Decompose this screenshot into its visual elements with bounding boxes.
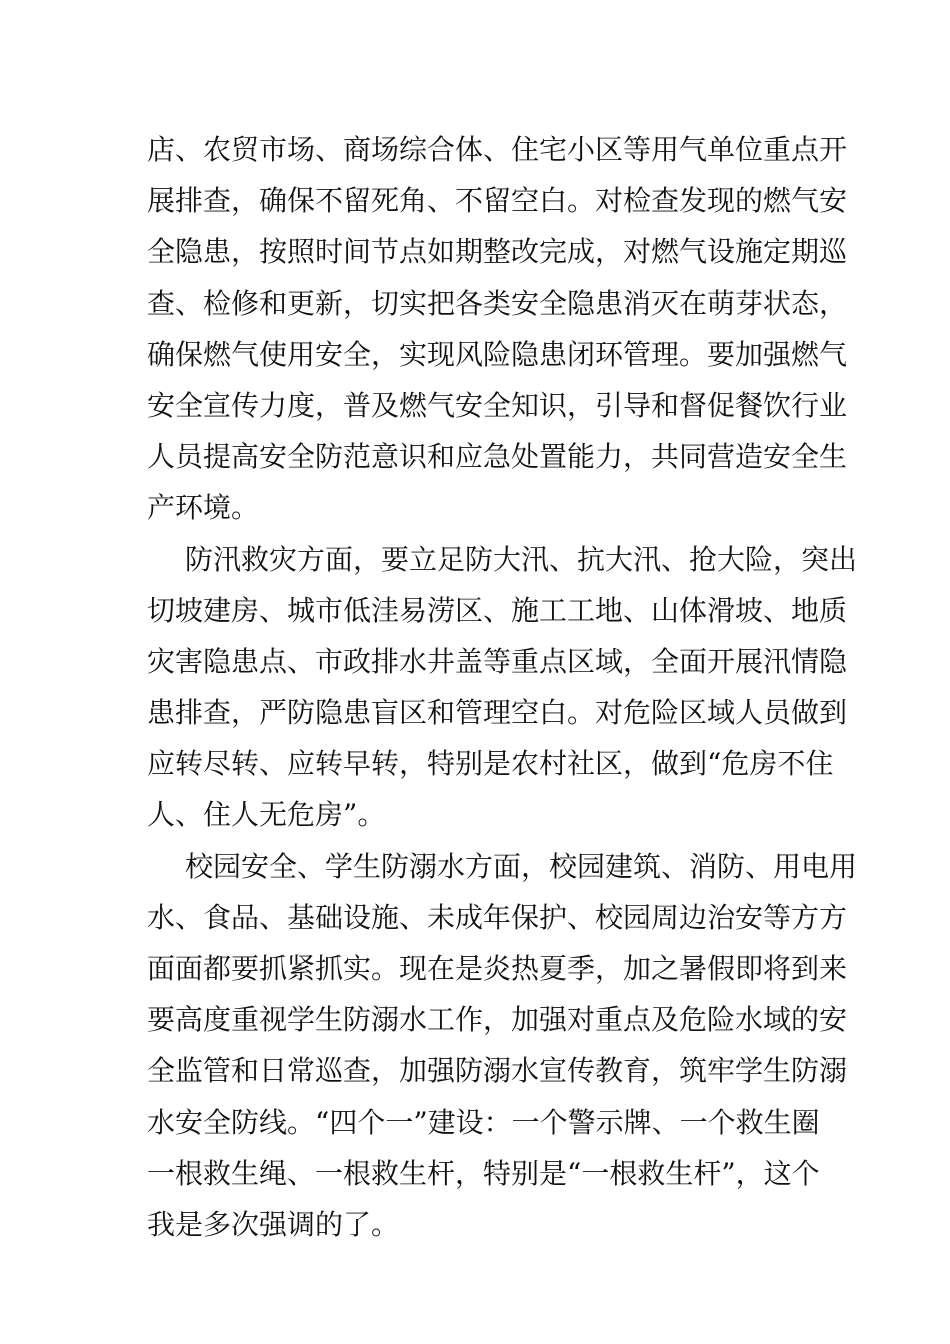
text-line: 人、住人无危房”。 [147, 798, 386, 832]
text-line: 确保燃气使用安全，实现风险隐患闭环管理。要加强燃气 [147, 337, 848, 371]
text-line: 展排查，确保不留死角、不留空白。对检查发现的燃气安 [147, 184, 848, 218]
text-line: 店、农贸市场、商场综合体、住宅小区等用气单位重点开 [147, 133, 848, 166]
text-line: 面面都要抓紧抓实。现在是炎热夏季，加之暑假即将到来 [147, 952, 848, 985]
text-line: 水、食品、基础设施、未成年保护、校园周边治安等方方 [147, 900, 848, 934]
text-line: 应转尽转、应转早转，特别是农村社区，做到“危房不住 [147, 747, 834, 781]
text-line: 我是多次强调的了。 [147, 1207, 400, 1241]
text-line: 患排查，严防隐患盲区和管理空白。对危险区域人员做到 [147, 696, 848, 730]
text-line: 产环境。 [147, 491, 260, 525]
document-body [147, 124, 858, 1250]
text-line: 要高度重视学生防溺水工作，加强对重点及危险水域的安 [147, 1003, 848, 1037]
text-line: 人员提高安全防范意识和应急处置能力，共同营造安全生 [147, 440, 848, 474]
text-line: 灾害隐患点、市政排水井盖等重点区域，全面开展汛情隐 [147, 644, 848, 678]
paragraph-first-line: 校园安全、学生防溺水方面，校园建筑、消防、用电用 [185, 849, 858, 883]
text-line: 全隐患，按照时间节点如期整改完成，对燃气设施定期巡 [147, 235, 848, 269]
paragraph-first-line: 防汛救灾方面，要立足防大汛、抗大汛、抢大险，突出 [185, 542, 858, 576]
text-line: 切坡建房、城市低洼易涝区、施工工地、山体滑坡、地质 [147, 593, 848, 627]
text-line: 水安全防线。“四个一”建设：一个警示牌、一个救生圈 [147, 1105, 820, 1139]
text-line: 全监管和日常巡查，加强防溺水宣传教育，筑牢学生防溺 [147, 1054, 848, 1088]
text-line: 一根救生绳、一根救生杆，特别是“一根救生杆”，这个 [147, 1156, 820, 1190]
text-line: 安全宣传力度，普及燃气安全知识，引导和督促餐饮行业 [147, 388, 848, 422]
text-line: 查、检修和更新，切实把各类安全隐患消灭在萌芽状态， [147, 286, 848, 320]
